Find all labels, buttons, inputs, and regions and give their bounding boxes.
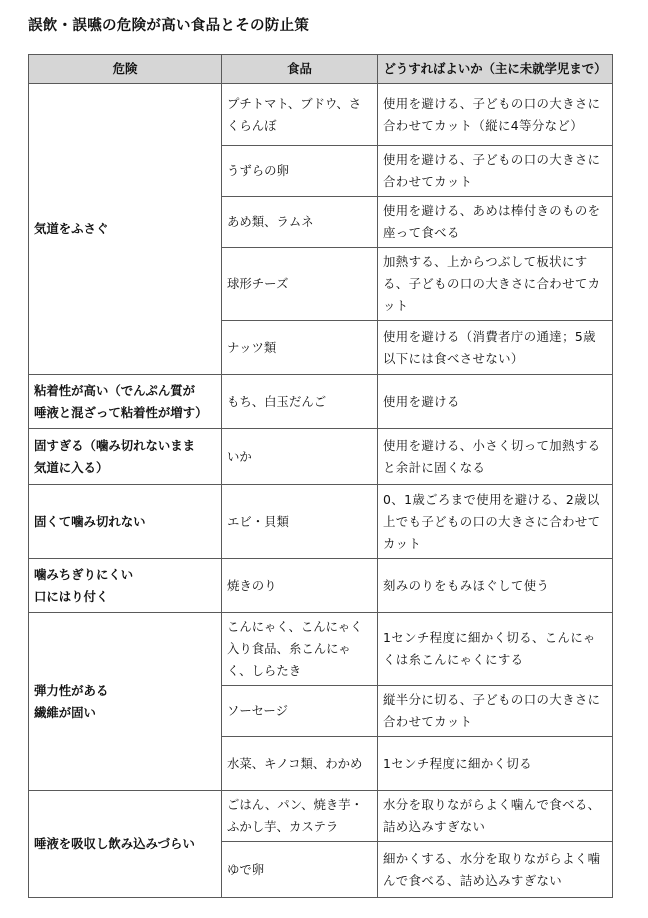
- food-cell: いか: [222, 429, 378, 485]
- prevention-cell: 使用を避ける、子どもの口の大きさに合わせてカット（縦に4等分など）: [378, 84, 613, 146]
- hazard-text: 繊維が固い: [34, 704, 96, 720]
- hazard-cell: [29, 559, 222, 613]
- hazard-text: 気道に入る）: [34, 459, 109, 475]
- hazard-cell: [29, 485, 222, 559]
- hazard-text: 固すぎる（噛み切れないまま: [34, 437, 196, 453]
- prevention-cell: 加熱する、上からつぶして板状にする、子どもの口の大きさに合わせてカット: [378, 248, 613, 321]
- hazard-text: 弾力性がある: [34, 682, 109, 698]
- food-cell: あめ類、ラムネ: [222, 197, 378, 248]
- prevention-cell: 細かくする、水分を取りながらよく噛んで食べる、詰め込みすぎない: [378, 842, 613, 898]
- prevention-cell: 縦半分に切る、子どもの口の大きさに合わせてカット: [378, 686, 613, 737]
- hazard-cell: [29, 429, 222, 485]
- header-food: 食品: [222, 55, 378, 84]
- prevention-cell: 使用を避ける、あめは棒付きのものを座って食べる: [378, 197, 613, 248]
- header-how: どうすればよいか（主に未就学児まで）: [378, 55, 613, 84]
- food-cell: 焼きのり: [222, 559, 378, 613]
- document-title: 誤飲・誤嚥の危険が高い食品とその防止策: [28, 18, 310, 34]
- table-row: [29, 559, 613, 613]
- food-cell: プチトマト、ブドウ、さくらんぼ: [222, 84, 378, 146]
- prevention-cell: 使用を避ける、子どもの口の大きさに合わせてカット: [378, 146, 613, 197]
- food-cell: エビ・貝類: [222, 485, 378, 559]
- hazard-text: 固くて噛み切れない: [34, 513, 146, 529]
- hazard-cell: [29, 375, 222, 429]
- hazard-cell: [29, 791, 222, 898]
- hazard-cell: [29, 613, 222, 791]
- prevention-cell: 刻みのりをもみほぐして使う: [378, 559, 613, 613]
- prevention-cell: 使用を避ける、小さく切って加熱すると余計に固くなる: [378, 429, 613, 485]
- prevention-cell: 0、1歳ごろまで使用を避ける、2歳以上でも子どもの口の大きさに合わせてカット: [378, 485, 613, 559]
- hazard-cell: [29, 84, 222, 375]
- food-cell: こんにゃく、こんにゃく入り食品、糸こんにゃく、しらたき: [222, 613, 378, 686]
- table-body: [29, 84, 613, 898]
- table-row: [29, 485, 613, 559]
- table-row: [29, 375, 613, 429]
- food-cell: もち、白玉だんご: [222, 375, 378, 429]
- hazard-text: 唾液を吸収し飲み込みづらい: [34, 836, 195, 851]
- hazard-text: 気道をふさぐ: [34, 221, 109, 236]
- table-row: [29, 429, 613, 485]
- table-header-row: [29, 55, 613, 84]
- hazard-text: 噛みちぎりにくい: [34, 566, 134, 582]
- table-row: [29, 791, 613, 842]
- prevention-cell: 使用を避ける（消費者庁の通達；5歳以下には食べさせない）: [378, 321, 613, 375]
- hazard-text: 粘着性が高い（でんぷん質が: [34, 382, 196, 398]
- table-row: [29, 84, 613, 146]
- food-cell: 球形チーズ: [222, 248, 378, 321]
- food-cell: ソーセージ: [222, 686, 378, 737]
- food-cell: 水菜、キノコ類、わかめ: [222, 737, 378, 791]
- food-cell: ナッツ類: [222, 321, 378, 375]
- hazard-text: 唾液と混ざって粘着性が増す）: [34, 404, 208, 420]
- choking-risk-table: [28, 54, 613, 898]
- food-cell: ゆで卵: [222, 842, 378, 898]
- prevention-cell: 水分を取りながらよく噛んで食べる、詰め込みすぎない: [378, 791, 613, 842]
- prevention-cell: 1センチ程度に細かく切る: [378, 737, 613, 791]
- table-row: [29, 613, 613, 686]
- prevention-cell: 使用を避ける: [378, 375, 613, 429]
- header-hazard: 危険: [29, 55, 222, 84]
- prevention-cell: 1センチ程度に細かく切る、こんにゃくは糸こんにゃくにする: [378, 613, 613, 686]
- hazard-text: 口にはり付く: [34, 588, 109, 604]
- food-cell: うずらの卵: [222, 146, 378, 197]
- food-cell: ごはん、パン、焼き芋・ふかし芋、カステラ: [222, 791, 378, 842]
